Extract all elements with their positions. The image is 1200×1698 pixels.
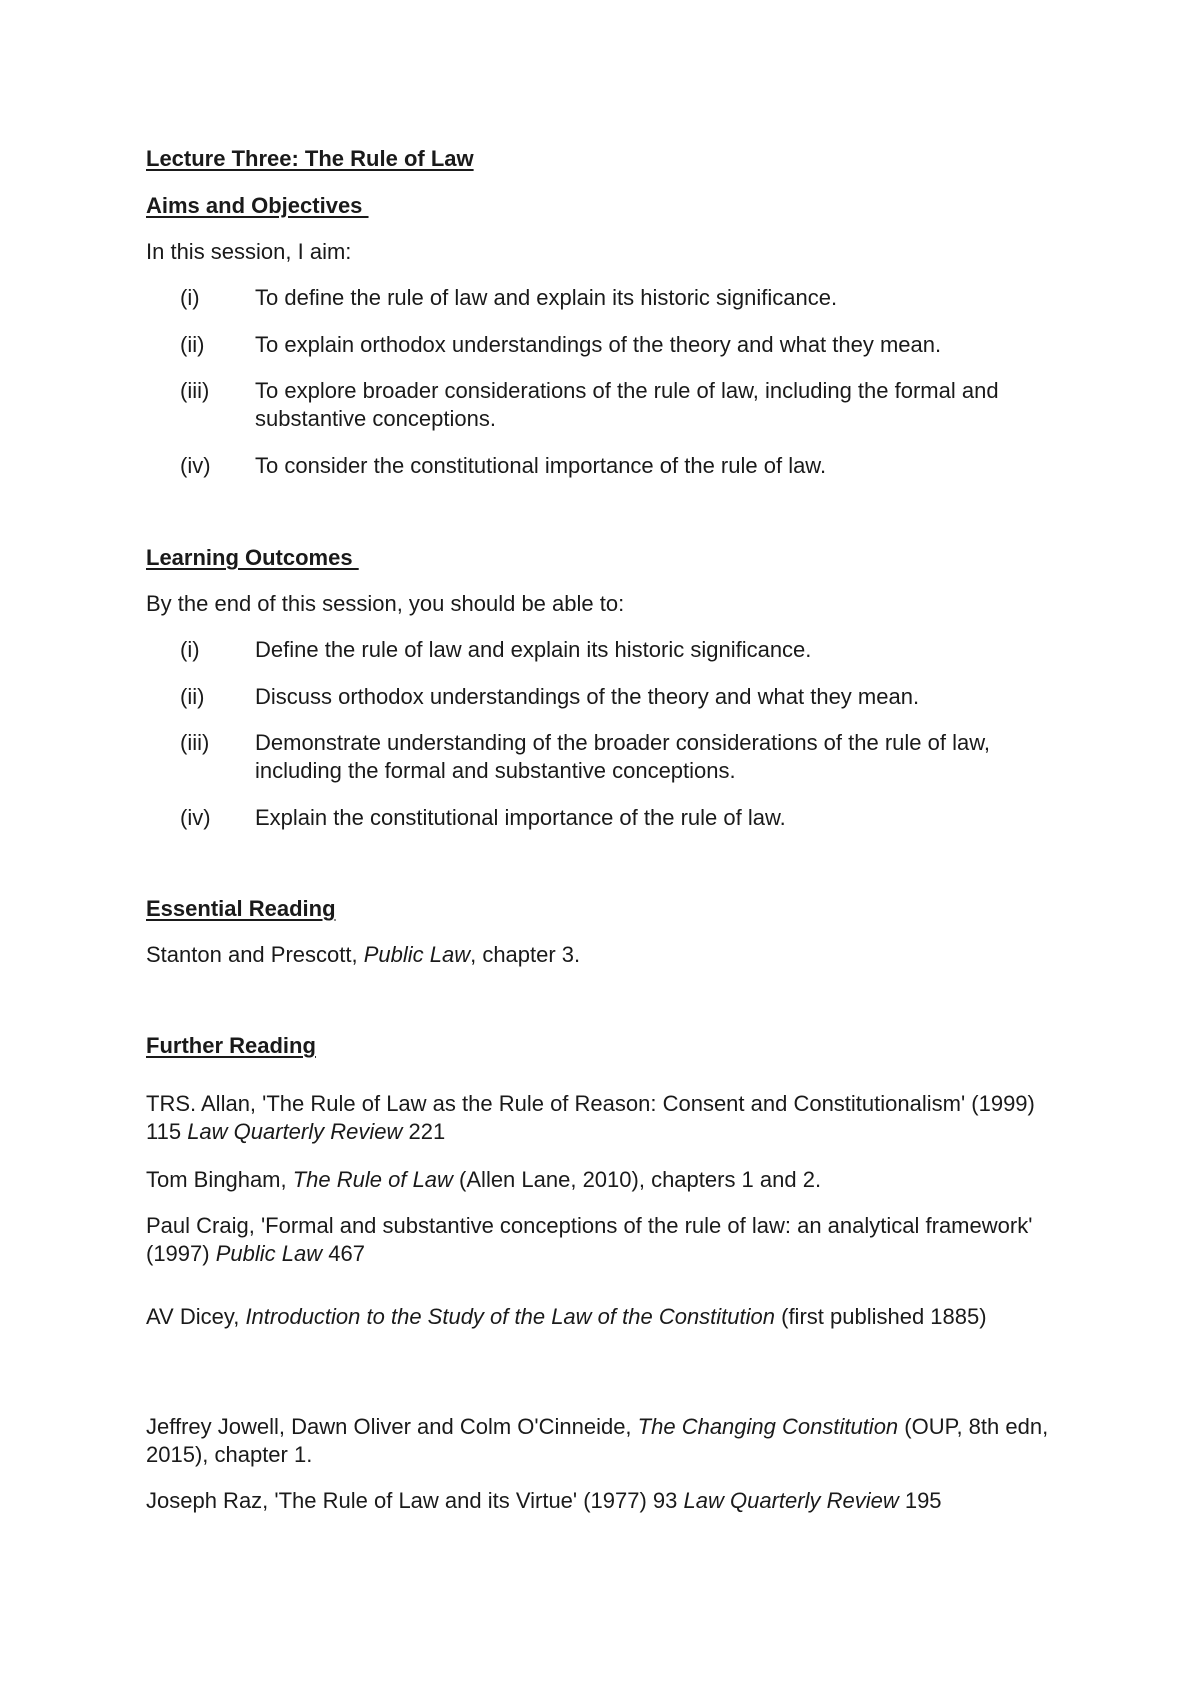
citation-title: Introduction to the Study of the Law of the Constitution xyxy=(245,1304,775,1329)
citation-title: The Changing Constitution xyxy=(637,1414,899,1439)
aims-item-text: To explain orthodox understandings of the theory and what they mean. xyxy=(255,332,942,357)
citation-title: Public Law xyxy=(363,942,471,967)
aims-item-text: To define the rule of law and explain its historic significance. xyxy=(255,285,838,310)
aims-item-number: (iv) xyxy=(180,453,211,478)
page-title: Lecture Three: The Rule of Law xyxy=(146,146,474,171)
outcomes-intro: By the end of this session, you should be able to: xyxy=(146,591,625,616)
aims-item-number: (i) xyxy=(180,285,200,310)
aims-heading: Aims and Objectives xyxy=(146,193,369,218)
citation-title: The Rule of Law xyxy=(292,1167,453,1192)
citation-text: 195 xyxy=(898,1488,942,1513)
aims-intro: In this session, I aim: xyxy=(146,239,352,264)
outcomes-item-text: Explain the constitutional importance of the rule of law. xyxy=(255,805,786,830)
citation-text: Stanton and Prescott, xyxy=(146,942,364,967)
outcomes-item-text: Demonstrate understanding of the broader considerations of the rule of law, including the formal and substantive conceptions. xyxy=(255,730,991,783)
aims-item-number: (ii) xyxy=(180,332,205,357)
aims-item-text: To consider the constitutional importance of the rule of law. xyxy=(255,453,827,478)
citation-text: (Allen Lane, 2010), chapters 1 and 2. xyxy=(452,1167,822,1192)
outcomes-item-number: (iv) xyxy=(180,805,211,830)
citation-text: Tom Bingham, xyxy=(146,1167,293,1192)
further-reading-entry xyxy=(146,1487,1076,1515)
citation-text: Paul Craig, 'Formal and substantive conceptions of the rule of law: an analytical framework' (1997) xyxy=(146,1213,1033,1266)
further-reading-entry xyxy=(146,1212,1076,1268)
citation-text: 221 xyxy=(402,1119,446,1144)
citation-title: Law Quarterly Review xyxy=(683,1488,899,1513)
further-reading-entry xyxy=(146,1296,1076,1338)
citation-text: TRS. Allan, 'The Rule of Law as the Rule of Reason: Consent and Constitutionalism' (1999) 115 xyxy=(146,1091,1035,1144)
aims-item-text: To explore broader considerations of the rule of law, including the formal and substantive conceptions. xyxy=(255,378,999,431)
citation-text: Jeffrey Jowell, Dawn Oliver and Colm O'Cinneide, xyxy=(146,1414,638,1439)
citation-text: Joseph Raz, 'The Rule of Law and its Virtue' (1977) 93 xyxy=(146,1488,684,1513)
further-reading-entry xyxy=(146,1413,1076,1469)
citation-text: 467 xyxy=(322,1241,365,1266)
outcomes-item-text: Discuss orthodox understandings of the theory and what they mean. xyxy=(255,684,920,709)
outcomes-item-number: (iii) xyxy=(180,730,210,755)
citation-text: AV Dicey, xyxy=(146,1304,246,1329)
citation-title: Law Quarterly Review xyxy=(187,1119,403,1144)
essential-reading-heading: Essential Reading xyxy=(146,896,336,921)
essential-reading-entry xyxy=(146,941,1076,969)
citation-text: (OUP, 8th edn, 2015), chapter 1. xyxy=(146,1414,1049,1467)
outcomes-item-number: (i) xyxy=(180,637,200,662)
citation-title: Public Law xyxy=(215,1241,323,1266)
citation-text: , chapter 3. xyxy=(470,942,581,967)
aims-item-number: (iii) xyxy=(180,378,210,403)
further-reading-heading: Further Reading xyxy=(146,1033,316,1058)
further-reading-entry xyxy=(146,1090,1076,1146)
citation-text: (first published 1885) xyxy=(775,1304,987,1329)
outcomes-item-text: Define the rule of law and explain its historic significance. xyxy=(255,637,812,662)
further-reading-entry xyxy=(146,1166,1076,1194)
outcomes-heading: Learning Outcomes xyxy=(146,545,359,570)
outcomes-item-number: (ii) xyxy=(180,684,205,709)
